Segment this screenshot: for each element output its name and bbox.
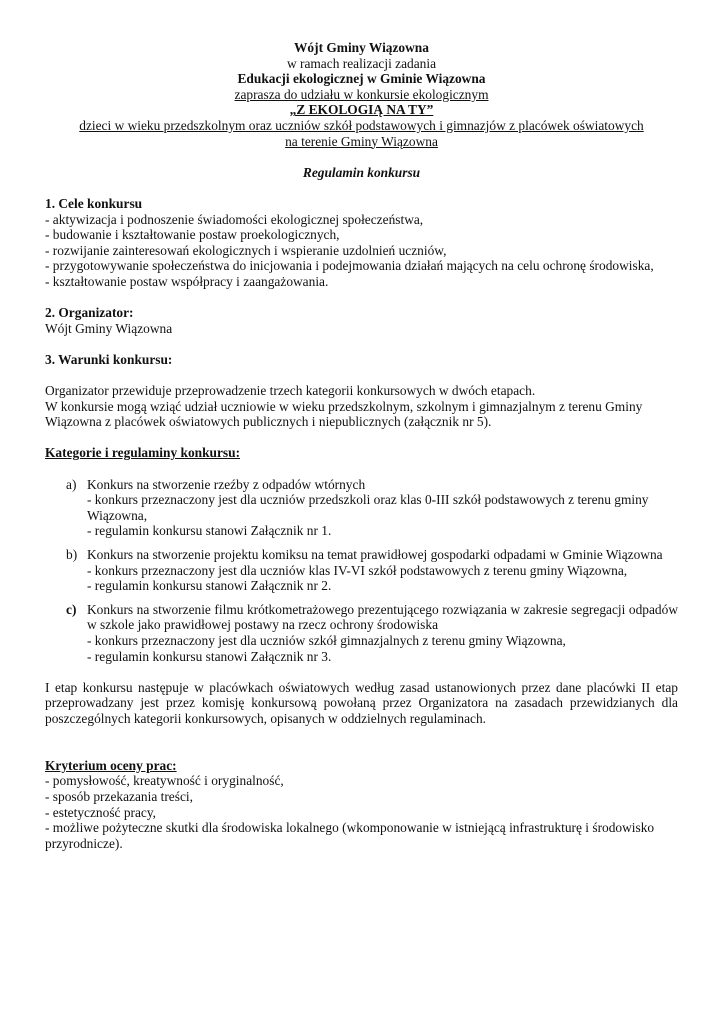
category-item-c xyxy=(45,602,678,664)
category-item-b xyxy=(45,547,678,594)
category-rules: - regulamin konkursu stanowi Załącznik nr 1. xyxy=(87,523,332,539)
category-title: Konkurs na stworzenie projektu komiksu na temat prawidłowej gospodarki odpadami w Gminie Wiązowna xyxy=(87,547,663,562)
categories-heading: Kategorie i regulaminy konkursu: xyxy=(45,445,241,461)
category-title: Konkurs na stworzenie rzeźby z odpadów wtórnych xyxy=(87,476,366,492)
header-invitation: zaprasza do udziału w konkursie ekologicznym xyxy=(234,86,489,102)
header-audience: dzieci w wieku przedszkolnym oraz uczniów szkół podstawowych i gimnazjów z placówek oświatowych xyxy=(79,117,644,133)
header-area: na terenie Gminy Wiązowna xyxy=(285,133,438,149)
list-marker: c) xyxy=(66,601,77,617)
section-conditions-heading: 3. Warunki konkursu: xyxy=(45,351,173,367)
criteria-item: - możliwe pożyteczne skutki dla środowiska lokalnego (wkomponowanie w istniejącą infrastrukturę i środowisko przyrodnicze). xyxy=(45,820,655,851)
criteria-heading: Kryterium oceny prac: xyxy=(45,757,177,773)
criteria-item: - pomysłowość, kreatywność i oryginalność, xyxy=(45,773,284,789)
category-rules: - regulamin konkursu stanowi Załącznik nr 3. xyxy=(87,648,332,664)
category-title: Konkurs na stworzenie filmu krótkometrażowego prezentującego rozwiązania w zakresie segregacji odpadów w szkole jako prawidłowej postawy na rzecz ochrony środowiska xyxy=(87,601,678,633)
contest-name: „Z EKOLOGIĄ NA TY” xyxy=(289,102,434,118)
section-categories xyxy=(45,445,678,664)
header-context: w ramach realizacji zadania xyxy=(286,55,437,71)
criteria-item: - sposób przekazania treści, xyxy=(45,788,193,804)
list-marker: a) xyxy=(66,476,77,492)
header-organizer: Wójt Gminy Wiązowna xyxy=(294,40,429,55)
criteria-item: - estetyczność pracy, xyxy=(45,804,157,820)
goal-item: - przygotowywanie społeczeństwa do inicjowania i podejmowania działań mających na celu ochronę środowiska, xyxy=(45,258,654,274)
section-conditions xyxy=(45,352,678,430)
section-goals xyxy=(45,196,678,290)
conditions-paragraph: W konkursie mogą wziąć udział uczniowie w wieku przedszkolnym, szkolnym i gimnazjalnym z terenu Gminy Wiązowna z placówek oświatowych publicznych i niepublicznych (załącznik nr 5). xyxy=(45,398,643,430)
organizer-name: Wójt Gminy Wiązowna xyxy=(45,320,173,336)
conditions-paragraph: Organizator przewiduje przeprowadzenie trzech kategorii konkursowych w dwóch etapach. xyxy=(45,383,536,399)
section-goals-heading: 1. Cele konkursu xyxy=(45,195,143,211)
category-audience: - konkurs przeznaczony jest dla uczniów przedszkoli oraz klas 0-III szkół podstawowych z terenu gminy Wiązowna, xyxy=(87,492,649,523)
goal-item: - aktywizacja i podnoszenie świadomości ekologicznej społeczeństwa, xyxy=(45,211,424,227)
goal-item: - kształtowanie postaw współpracy i zaangażowania. xyxy=(45,273,329,289)
section-organizer-heading: 2. Organizator: xyxy=(45,305,134,321)
category-audience: - konkurs przeznaczony jest dla uczniów szkół gimnazjalnych z terenu gminy Wiązowna, xyxy=(87,632,566,648)
category-audience: - konkurs przeznaczony jest dla uczniów klas IV-VI szkół podstawowych z terenu gminy Wiązowna, xyxy=(87,562,628,578)
goal-item: - rozwijanie zainteresowań ekologicznych i wspieranie uzdolnień uczniów, xyxy=(45,242,447,258)
goal-item: - budowanie i kształtowanie postaw proekologicznych, xyxy=(45,227,340,243)
header-task: Edukacji ekologicznej w Gminie Wiązowna xyxy=(237,71,486,87)
regulamin-title: Regulamin konkursu xyxy=(302,164,421,180)
header-block xyxy=(45,40,678,149)
section-criteria xyxy=(45,758,678,852)
list-marker: b) xyxy=(66,547,78,562)
stages-paragraph: I etap konkursu następuje w placówkach oświatowych według zasad ustanowionych przez dane placówki II etap przeprowadzany jest przez komisję konkursową powołaną przez Organizatora na zasadach przewidzianych dla poszczególnych kategorii konkursowych, opisanych w oddzielnych regulaminach. xyxy=(45,679,678,726)
category-rules: - regulamin konkursu stanowi Załącznik nr 2. xyxy=(87,578,332,594)
category-item-a xyxy=(45,477,678,539)
section-organizer xyxy=(45,305,678,336)
